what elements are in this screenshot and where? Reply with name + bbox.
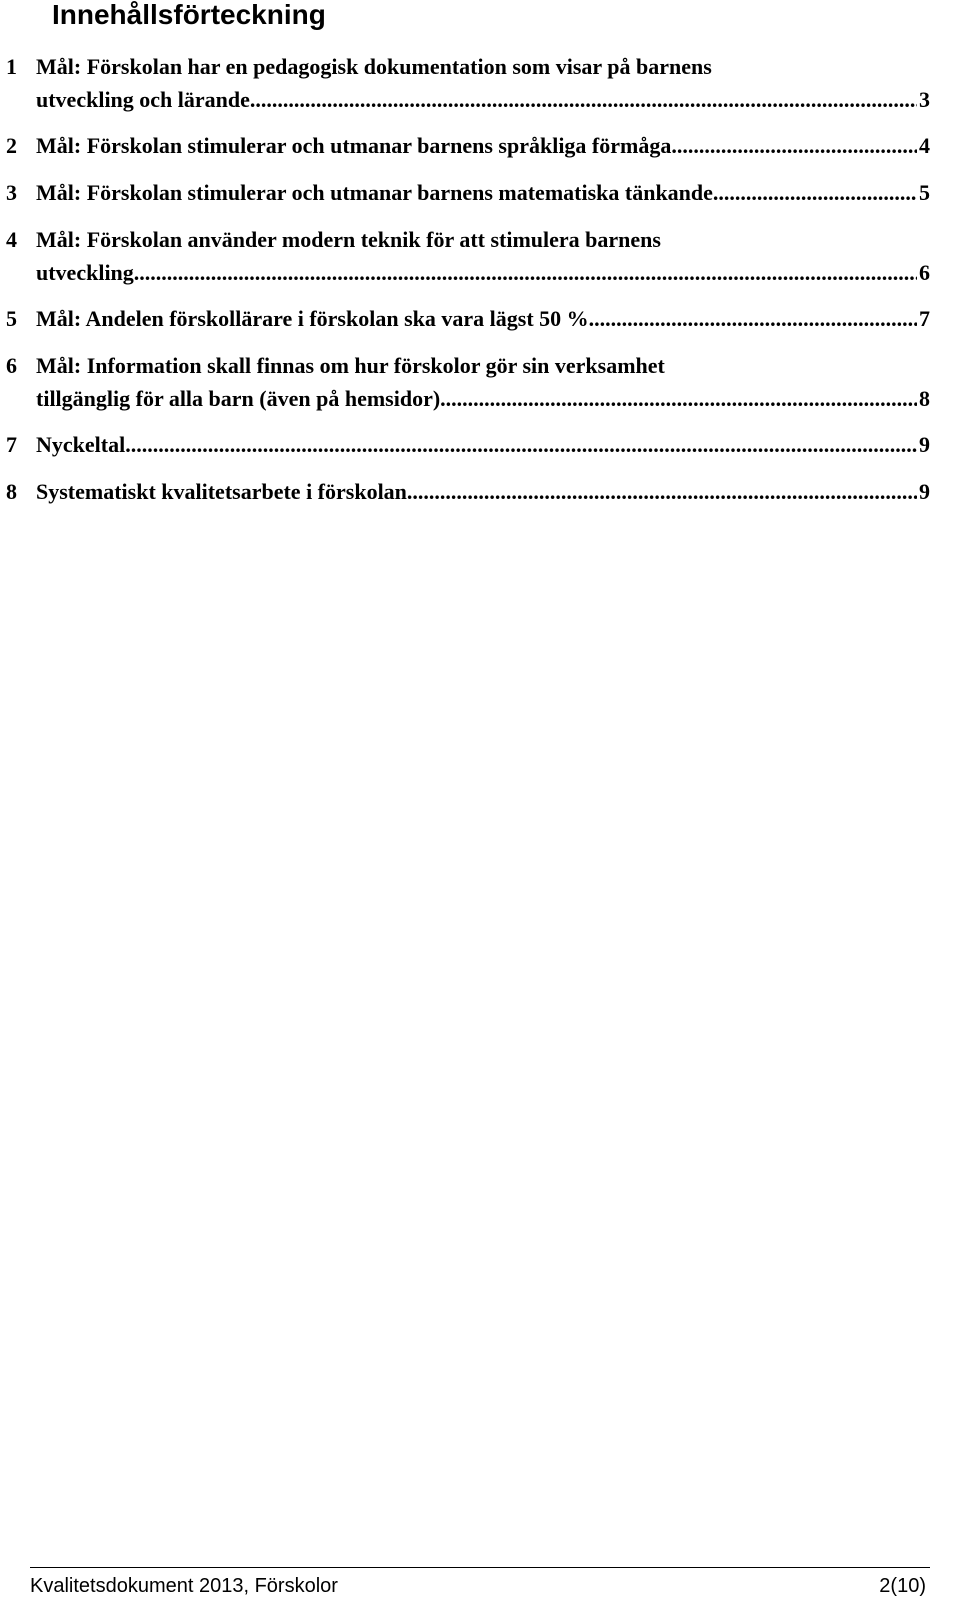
toc-entry-number: 8 — [6, 479, 17, 504]
toc-entry-page: 7 — [919, 306, 930, 331]
dot-leader — [134, 256, 917, 289]
toc-entry-title: utveckling och lärande — [36, 87, 250, 112]
toc-entry-number: 2 — [6, 133, 17, 158]
dot-leader — [713, 176, 917, 209]
dot-leader — [589, 302, 917, 335]
toc-entry-8[interactable] — [6, 475, 930, 508]
toc-entry-page: 6 — [919, 260, 930, 285]
dot-leader — [125, 428, 917, 461]
toc-entry-6[interactable] — [6, 349, 930, 415]
toc-entry-title: Nyckeltal — [36, 432, 126, 457]
toc-entry-page: 5 — [919, 180, 930, 205]
toc-entry-title-line: Mål: Förskolan använder modern teknik för att stimulera barnens — [36, 227, 661, 252]
footer-document-title: Kvalitetsdokument 2013, Förskolor — [30, 1575, 338, 1597]
toc-entry-page: 9 — [919, 432, 930, 457]
toc-entry-title: Mål: Förskolan stimulerar och utmanar barnens matematiska tänkande — [36, 180, 713, 205]
toc-entry-title: Mål: Andelen förskollärare i förskolan ska vara lägst 50 % — [36, 306, 589, 331]
toc-entry-number: 7 — [6, 432, 17, 457]
toc-entry-title: tillgänglig för alla barn (även på hemsidor). — [36, 386, 446, 411]
dot-leader — [446, 382, 917, 415]
dot-leader — [407, 475, 917, 508]
toc-entry-7[interactable] — [6, 428, 930, 461]
dot-leader — [671, 129, 917, 162]
toc-entry-number: 5 — [6, 306, 17, 331]
table-of-contents — [6, 50, 930, 522]
toc-entry-number: 3 — [6, 180, 17, 205]
footer-divider — [30, 1567, 930, 1568]
toc-entry-number: 6 — [6, 353, 17, 378]
toc-entry-title: Systematiskt kvalitetsarbete i förskolan — [36, 479, 407, 504]
toc-entry-title-line: Mål: Förskolan har en pedagogisk dokumentation som visar på barnens — [36, 54, 712, 79]
toc-entry-number: 1 — [6, 54, 17, 79]
toc-entry-5[interactable] — [6, 302, 930, 335]
toc-entry-3[interactable] — [6, 176, 930, 209]
toc-entry-page: 9 — [919, 479, 930, 504]
dot-leader — [250, 83, 917, 116]
toc-entry-page: 3 — [919, 87, 930, 112]
toc-entry-title-line: Mål: Information skall finnas om hur förskolor gör sin verksamhet — [36, 353, 665, 378]
toc-entry-4[interactable] — [6, 223, 930, 289]
toc-entry-title: Mål: Förskolan stimulerar och utmanar barnens språkliga förmåga — [36, 133, 672, 158]
toc-entry-page: 8 — [919, 386, 930, 411]
toc-entry-2[interactable] — [6, 129, 930, 162]
toc-entry-title: utveckling — [36, 260, 134, 285]
toc-entry-1[interactable] — [6, 50, 930, 116]
toc-heading: Innehållsförteckning — [52, 0, 326, 30]
toc-entry-number: 4 — [6, 227, 17, 252]
toc-entry-page: 4 — [919, 133, 930, 158]
page-footer — [30, 1572, 926, 1600]
footer-page-number: 2(10) — [879, 1575, 926, 1597]
